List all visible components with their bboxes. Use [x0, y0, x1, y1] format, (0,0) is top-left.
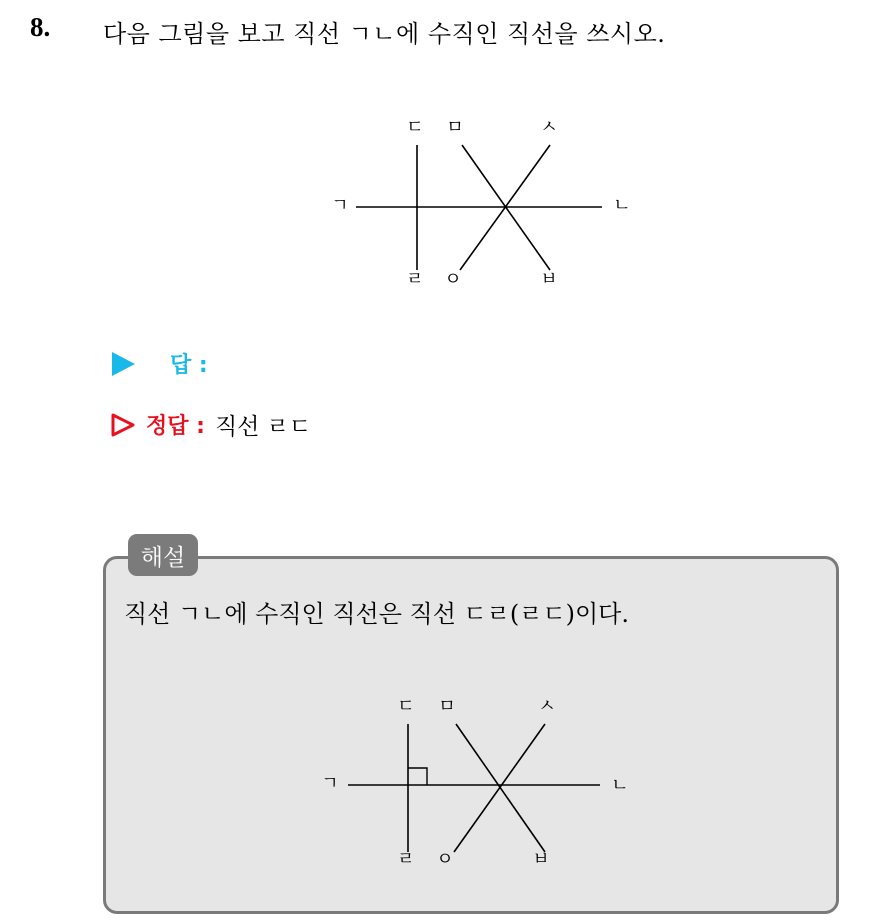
question-number: 8.: [30, 12, 51, 42]
correct-answer-row: [110, 408, 311, 441]
explanation-text: 직선 ㄱㄴ에 수직인 직선은 직선 ㄷㄹ(ㄹㄷ)이다.: [124, 600, 629, 628]
label-g: ㄱ: [321, 773, 339, 794]
label-r: ㄹ: [397, 849, 415, 870]
label-b: ㅂ: [532, 849, 550, 870]
question-figure: [320, 110, 640, 300]
question-text: 다음 그림을 보고 직선 ㄱㄴ에 수직인 직선을 쓰시오.: [103, 20, 666, 48]
label-m: ㅁ: [438, 696, 456, 717]
correct-answer-label: 정답 :: [146, 414, 205, 439]
label-s: ㅅ: [538, 696, 556, 717]
answer-label: 답 :: [170, 353, 208, 378]
label-n: ㄴ: [613, 195, 631, 216]
label-m: ㅁ: [446, 117, 464, 138]
filled-triangle-icon: [110, 351, 136, 377]
right-angle-mark: [408, 768, 427, 785]
label-d: ㄷ: [397, 696, 415, 717]
label-n: ㄴ: [611, 775, 629, 796]
explanation-figure: [310, 690, 640, 890]
label-o: ㅇ: [444, 269, 462, 290]
label-r: ㄹ: [406, 269, 424, 290]
label-d: ㄷ: [406, 117, 424, 138]
label-g: ㄱ: [331, 195, 349, 216]
label-s: ㅅ: [540, 117, 558, 138]
label-o: ㅇ: [436, 849, 454, 870]
label-b: ㅂ: [540, 269, 558, 290]
answer-row: [110, 348, 208, 379]
explanation-tag: 해설: [128, 534, 198, 576]
correct-answer-value: 직선 ㄹㄷ: [214, 414, 312, 440]
outline-triangle-icon: [110, 412, 136, 438]
